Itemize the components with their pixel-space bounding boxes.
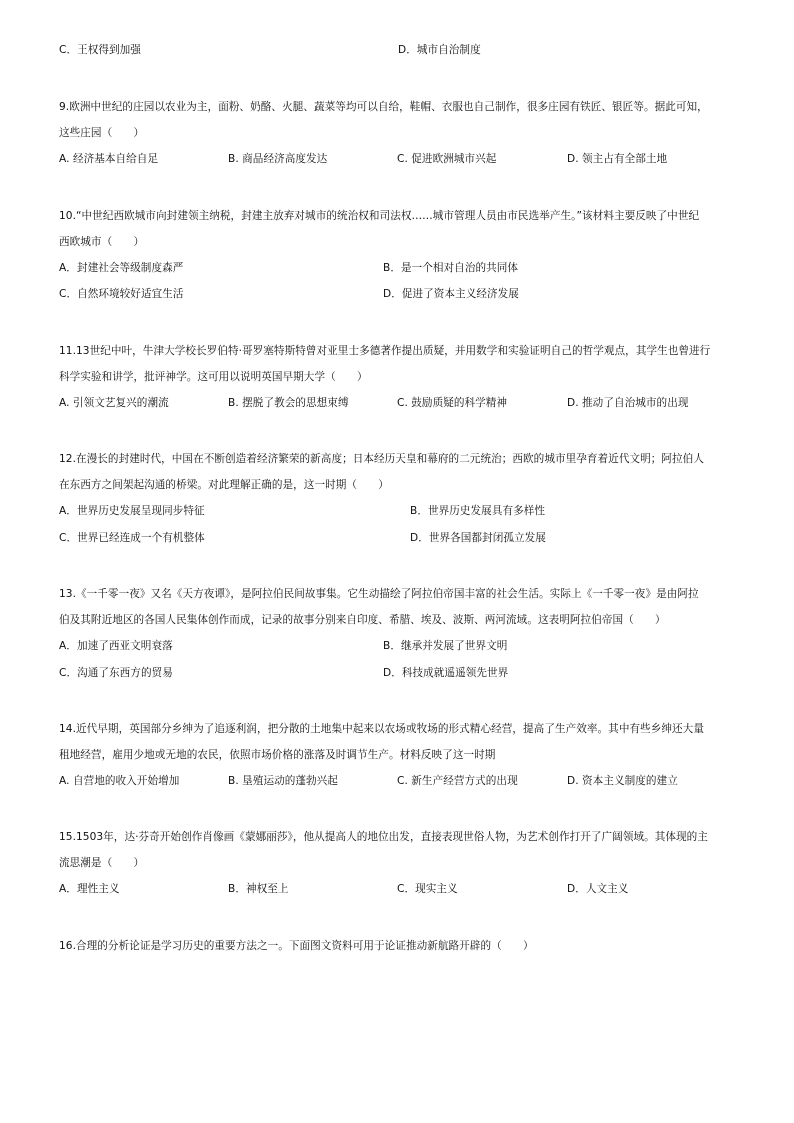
q11-option-b: B. 摆脱了教会的思想束缚 [228, 397, 349, 409]
q14-option-a: A. 自营地的收入开始增加 [59, 775, 180, 787]
q10-option-a: A．封建社会等级制度森严 [59, 262, 184, 274]
q14-option-b: B. 垦殖运动的蓬勃兴起 [228, 775, 338, 787]
q14-option-c: C. 新生产经营方式的出现 [397, 775, 518, 787]
q13-option-d: D．科技成就遥遥领先世界 [383, 667, 509, 679]
q9-option-c: C. 促进欧洲城市兴起 [397, 153, 497, 165]
q12-option-c: C．世界已经连成一个有机整体 [59, 532, 205, 544]
q13-option-a: A．加速了西亚文明衰落 [59, 640, 173, 652]
q15-option-c: C．现实主义 [397, 883, 458, 895]
q9-stem-line1: 9.欧洲中世纪的庄园以农业为主，面粉、奶酪、火腿、蔬菜等均可以自给，鞋帽、衣服也自己制作，很多庄园有铁匠、银匠等。据此可知， [59, 101, 708, 113]
q12-option-b: B．世界历史发展具有多样性 [410, 505, 546, 517]
q9-option-b: B. 商品经济高度发达 [228, 153, 328, 165]
q15-stem-line1: 15.1503年，达·芬奇开始创作肖像画《蒙娜丽莎》，他从提高人的地位出发，直接表现世俗人物，为艺术创作打开了广阔领域。其体现的主 [59, 831, 708, 843]
q16-stem-line1: 16.合理的分析论证是学习历史的重要方法之一。下面图文资料可用于论证推动新航路开辟的（ ） [59, 940, 534, 952]
q9-stem-line2: 这些庄园（ ） [59, 127, 145, 139]
q15-option-d: D．人文主义 [567, 883, 629, 895]
q8-option-c: C．王权得到加强 [59, 44, 141, 56]
q13-stem-line2: 伯及其附近地区的各国人民集体创作而成，记录的故事分别来自印度、希腊、埃及、波斯、两河流域。这表明阿拉伯帝国（ ） [59, 614, 666, 626]
q13-stem-line1: 13.《一千零一夜》又名《天方夜谭》，是阿拉伯民间故事集。它生动描绘了阿拉伯帝国丰富的社会生活。实际上《一千零一夜》是由阿拉 [59, 588, 699, 600]
q10-stem-line1: 10.“中世纪西欧城市向封建领主纳税，封建主放弃对城市的统治权和司法权……城市管理人员由市民选举产生。”该材料主要反映了中世纪 [59, 210, 700, 222]
q10-option-b: B．是一个相对自治的共同体 [383, 262, 519, 274]
q13-option-b: B．继承并发展了世界文明 [383, 640, 508, 652]
q14-option-d: D. 资本主义制度的建立 [567, 775, 678, 787]
q11-option-c: C. 鼓励质疑的科学精神 [397, 397, 508, 409]
q11-stem-line2: 科学实验和讲学，批评神学。这可用以说明英国早期大学（ ） [59, 371, 368, 383]
q11-option-d: D. 推动了自治城市的出现 [567, 397, 689, 409]
q11-option-a: A. 引领文艺复兴的潮流 [59, 397, 169, 409]
q14-stem-line1: 14.近代早期，英国部分乡绅为了追逐利润，把分散的土地集中起来以农场或牧场的形式精心经营，提高了生产效率。其中有些乡绅还大量 [59, 723, 704, 735]
q12-option-d: D．世界各国都封闭孤立发展 [410, 532, 546, 544]
q12-option-a: A．世界历史发展呈现同步特征 [59, 505, 205, 517]
q15-option-b: B．神权至上 [228, 883, 289, 895]
q13-option-c: C．沟通了东西方的贸易 [59, 667, 173, 679]
q15-option-a: A．理性主义 [59, 883, 120, 895]
q15-stem-line2: 流思潮是（ ） [59, 857, 145, 869]
q9-option-a: A. 经济基本自给自足 [59, 153, 159, 165]
q10-option-c: C．自然环境较好适宜生活 [59, 288, 184, 300]
q8-option-d: D．城市自治制度 [398, 44, 481, 56]
q12-stem-line1: 12.在漫长的封建时代，中国在不断创造着经济繁荣的新高度；日本经历天皇和幕府的二元统治；西欧的城市里孕育着近代文明；阿拉伯人 [59, 453, 704, 465]
q14-stem-line2: 租地经营，雇用少地或无地的农民，依照市场价格的涨落及时调节生产。材料反映了这一时期 [59, 749, 496, 761]
q10-option-d: D．促进了资本主义经济发展 [383, 288, 519, 300]
q9-option-d: D. 领主占有全部土地 [567, 153, 668, 165]
q12-stem-line2: 在东西方之间架起沟通的桥梁。对此理解正确的是，这一时期（ ） [59, 479, 389, 491]
q11-stem-line1: 11.13世纪中叶，牛津大学校长罗伯特·哥罗塞特斯特曾对亚里士多德著作提出质疑，并用数学和实验证明自己的哲学观点，其学生也曾进行 [59, 345, 711, 357]
q10-stem-line2: 西欧城市（ ） [59, 236, 145, 248]
